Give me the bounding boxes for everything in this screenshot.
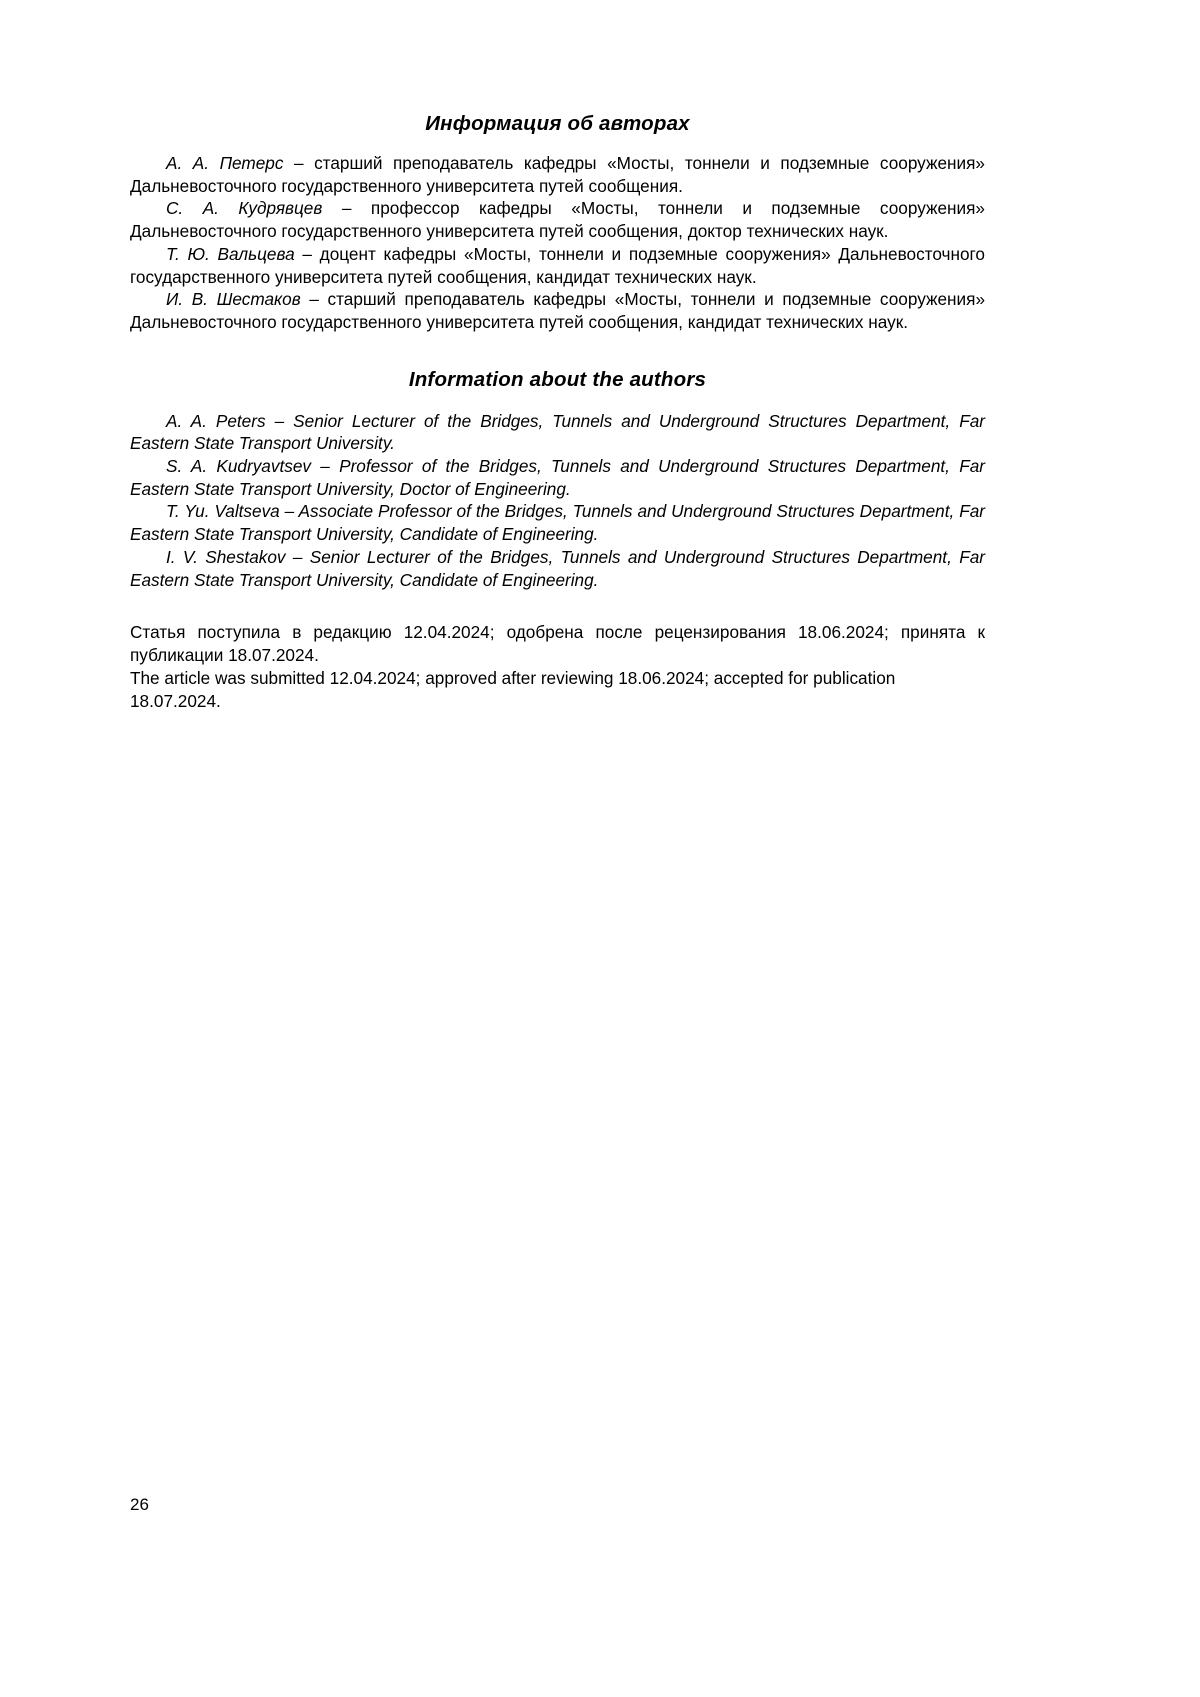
- submission-dates-en: The article was submitted 12.04.2024; approved after reviewing 18.06.2024; accepted for publication 18.07.2024.: [130, 668, 896, 712]
- author-description: – доцент кафедры «Мосты, тоннели и подземные сооружения» Дальневосточного государственного университета путей сообщения, кандидат технических наук.: [130, 243, 985, 287]
- page-number: 26: [130, 1495, 149, 1514]
- author-name: А. А. Петерс: [166, 153, 284, 173]
- author-description: – профессор кафедры «Мосты, тоннели и подземные сооружения» Дальневосточного государственного университета путей сообщения, доктор технических наук.: [130, 198, 985, 242]
- author-description: – Senior Lecturer of the Bridges, Tunnels and Underground Structures Department, Far Eastern State Transport University.: [130, 410, 985, 454]
- section-title-authors-ru: Информация об авторах: [425, 112, 690, 135]
- authors-list-en: [130, 410, 985, 592]
- author-entry: [130, 197, 985, 242]
- author-description: – Senior Lecturer of the Bridges, Tunnels and Underground Structures Department, Far Eastern State Transport University, Candidate of Engineering.: [130, 546, 985, 590]
- submission-dates: [130, 621, 985, 713]
- author-entry: [130, 243, 985, 288]
- author-entry: [130, 152, 985, 197]
- author-name: I. V. Shestakov: [166, 546, 286, 567]
- submission-dates-ru: Статья поступила в редакцию 12.04.2024; одобрена после рецензирования 18.06.2024; принята к публикации 18.07.2024.: [130, 622, 985, 666]
- author-entry: [130, 410, 985, 455]
- author-entry: [130, 288, 985, 333]
- author-name: T. Yu. Valtseva: [166, 501, 280, 522]
- author-name: Т. Ю. Вальцева: [166, 243, 295, 264]
- author-description: – Associate Professor of the Bridges, Tunnels and Underground Structures Department, Far Eastern State Transport University, Candidate of Engineering.: [130, 501, 985, 545]
- author-name: A. A. Peters: [166, 410, 266, 431]
- author-entry: [130, 546, 985, 591]
- author-name: С. А. Кудрявцев: [166, 198, 323, 219]
- author-name: И. В. Шестаков: [166, 289, 301, 310]
- author-entry: [130, 455, 985, 500]
- page-content: [130, 112, 985, 713]
- author-description: – старший преподаватель кафедры «Мосты, тоннели и подземные сооружения» Дальневосточного государственного университета путей сообщения, кандидат технических наук.: [130, 289, 986, 332]
- authors-list-ru: [130, 152, 985, 334]
- author-entry: [130, 500, 985, 545]
- author-name: S. A. Kudryavtsev: [166, 456, 311, 477]
- section-title-authors-en: Information about the authors: [408, 367, 707, 391]
- author-description: – Professor of the Bridges, Tunnels and Underground Structures Department, Far Eastern State Transport University, Doctor of Engineering.: [130, 456, 985, 499]
- author-description: – старший преподаватель кафедры «Мосты, тоннели и подземные сооружения» Дальневосточного государственного университета путей сообщения.: [130, 153, 985, 196]
